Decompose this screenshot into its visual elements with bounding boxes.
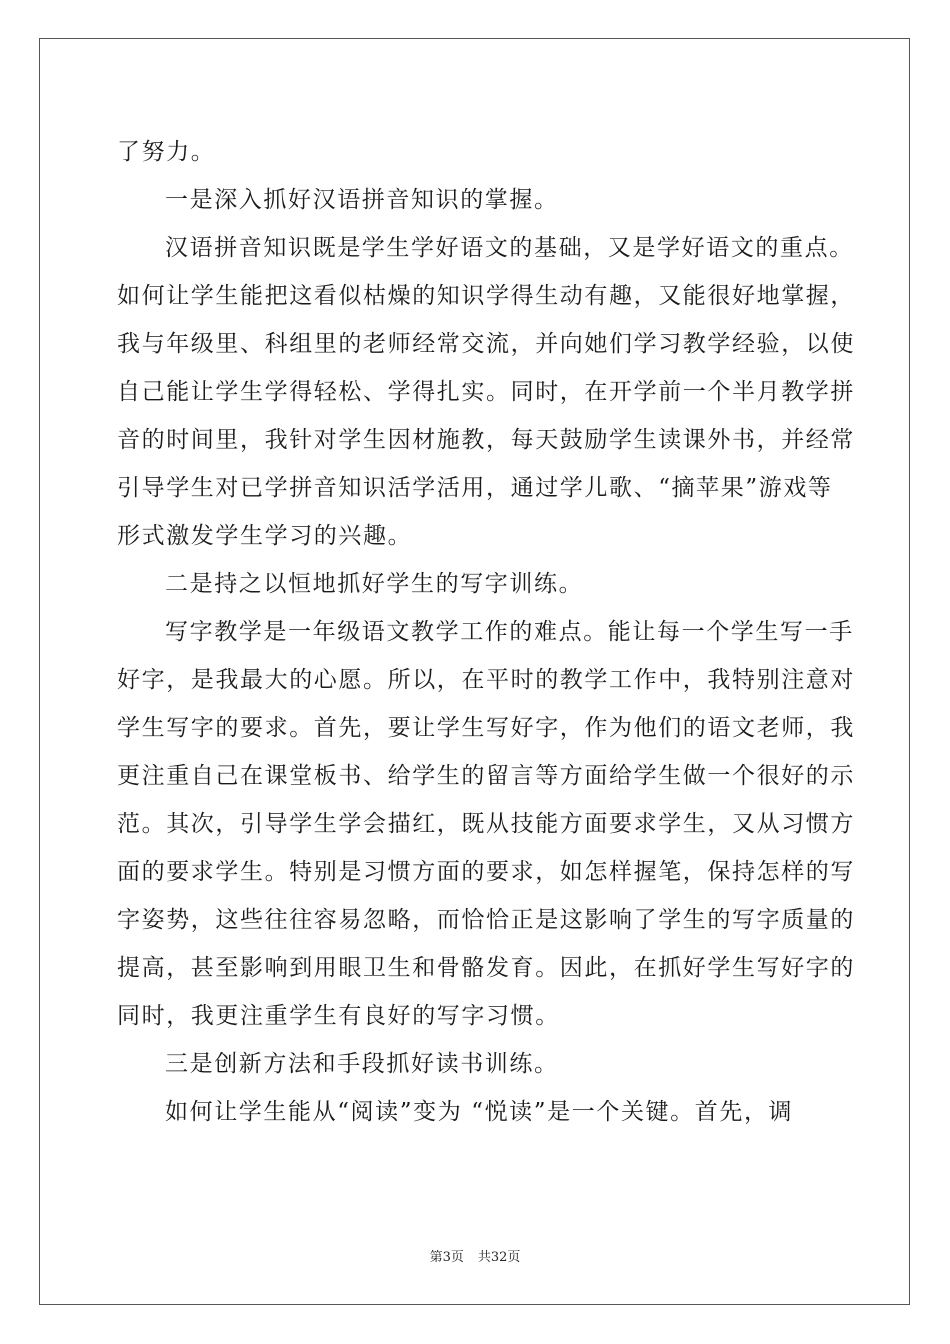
text-line: 同时，我更注重学生有良好的写字习惯。 [117,1003,560,1029]
document-body [117,128,855,1136]
text-line: 自己能让学生学得轻松、学得扎实。同时，在开学前一个半月教学拼 [117,379,855,405]
text-line: 范。其次，引导学生学会描红，既从技能方面要求学生，又从习惯方 [117,811,855,837]
text-line: 音的时间里，我针对学生因材施教，每天鼓励学生读课外书，并经常 [117,427,855,453]
page-footer [0,1246,950,1265]
text-line: 我与年级里、科组里的老师经常交流，并向她们学习教学经验，以使 [117,331,855,357]
text-line: 学生写字的要求。首先，要让学生写好字，作为他们的语文老师，我 [117,715,855,741]
text-line: 二是持之以恒地抓好学生的写字训练。 [165,571,584,597]
text-line: 三是创新方法和手段抓好读书训练。 [165,1051,559,1077]
current-page-number: 第3页 [429,1250,464,1265]
text-line: 面的要求学生。特别是习惯方面的要求，如怎样握笔，保持怎样的写 [117,859,855,885]
text-line: 写字教学是一年级语文教学工作的难点。能让每一个学生写一手 [165,619,854,645]
text-line: 如何让学生能把这看似枯燥的知识学得生动有趣，又能很好地掌握， [117,283,855,309]
text-line: 一是深入抓好汉语拼音知识的掌握。 [165,187,559,213]
text-line: 字姿势，这些往往容易忽略，而恰恰正是这影响了学生的写字质量的 [117,907,855,933]
text-line: 更注重自己在课堂板书、给学生的留言等方面给学生做一个很好的示 [117,763,855,789]
text-line: 提高，甚至影响到用眼卫生和骨骼发育。因此，在抓好学生写好字的 [117,955,855,981]
text-line: 引导学生对已学拼音知识活学活用，通过学儿歌、“摘苹果”游戏等 [117,475,833,501]
text-line: 形式激发学生学习的兴趣。 [117,523,413,549]
text-line: 汉语拼音知识既是学生学好语文的基础，又是学好语文的重点。 [165,235,854,261]
total-page-count: 共32页 [477,1250,521,1265]
text-line: 如何让学生能从“阅读”变为 “悦读”是一个关键。首先，调 [165,1099,794,1125]
text-line: 了努力。 [117,139,216,165]
text-line: 好字，是我最大的心愿。所以，在平时的教学工作中，我特别注意对 [117,667,855,693]
